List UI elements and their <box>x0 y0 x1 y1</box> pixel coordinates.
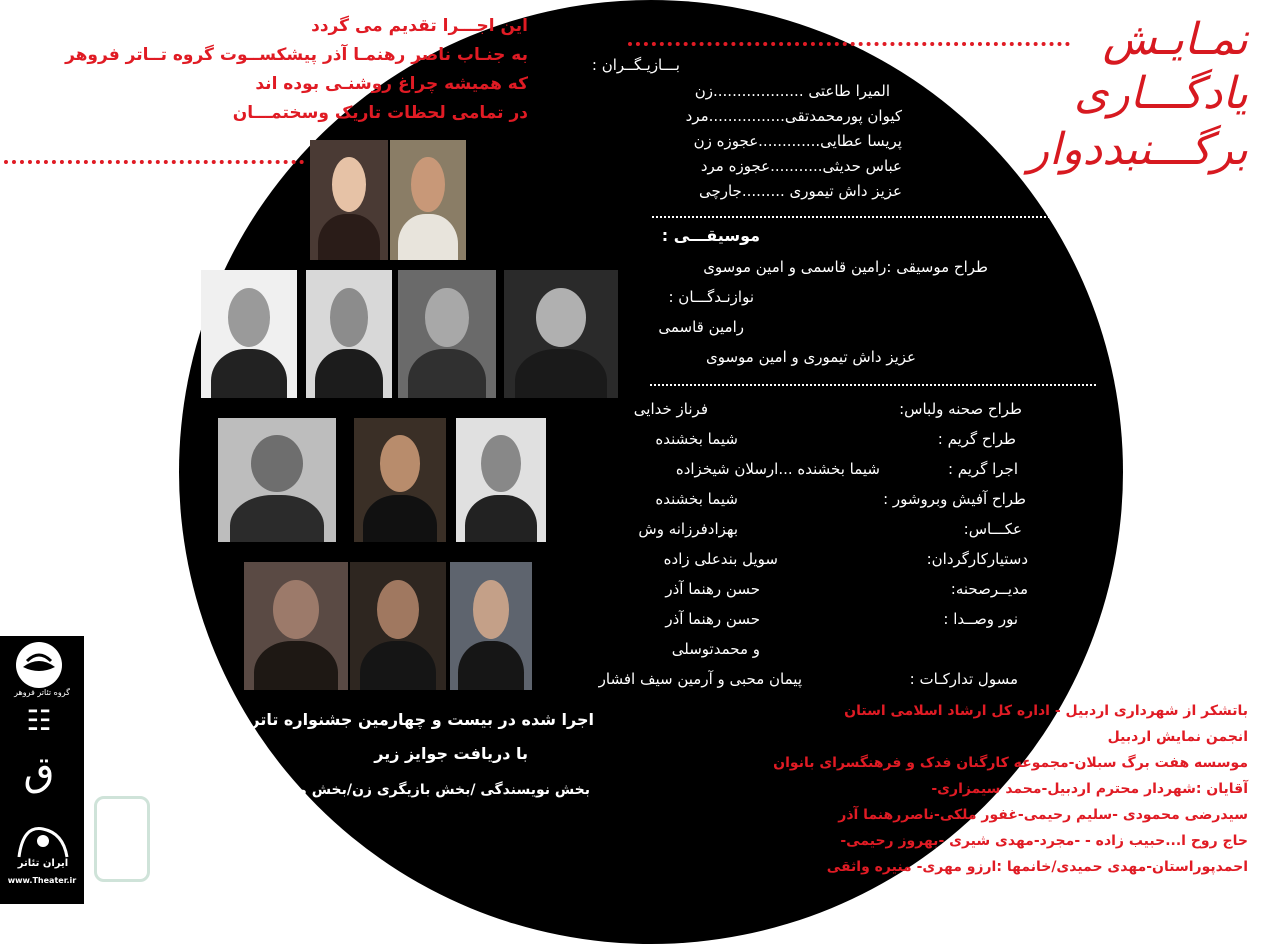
dedication-block <box>8 12 528 128</box>
site-name: ایران تئاتر <box>17 858 69 869</box>
cast-heading: بـــازیـگــران : <box>591 56 680 74</box>
music-item: طراح موسیقی :رامین قاسمی و امین موسوی <box>703 258 988 276</box>
crew-role: طراح صحنه ولباس: <box>899 400 1022 418</box>
dedication-line: به جنـاب ناصر رهنمـا آذر پیشکســوت گروه تــاتر فروهر <box>65 45 528 65</box>
red-dotted-rule-right <box>628 42 1070 46</box>
crew-name: پیمان محبی و آرمین سیف افشار <box>598 670 802 688</box>
actress-photo <box>244 562 348 690</box>
crew-name: بهزادفرزانه وش <box>638 520 738 538</box>
group-name: گروه تئاتر فروهر <box>14 688 70 697</box>
dedication-line: این اجـــرا تقدیم می گردد <box>311 16 528 36</box>
cast-item: پریسا عطایی.............عجوزه زن <box>693 132 902 150</box>
actor-photo <box>398 270 496 398</box>
thanks-line: انجمن نمایش اردبیل <box>1107 729 1248 745</box>
festival-subline: با دریافت جوایز زیر <box>374 744 528 763</box>
thanks-block <box>728 698 1248 880</box>
awards-line: بخش نویسندگی /بخش بازیگری زن/بخش موسیقی/بخش کارگردانی <box>130 782 590 798</box>
actor-photo <box>456 418 546 542</box>
crew-role: نور وصــدا : <box>943 610 1018 628</box>
actor-photo <box>390 140 466 260</box>
thanks-line: حاج روح ا...حبیب زاده - -مجرد-مهدی شیری -بهروز رحیمی- <box>840 833 1248 849</box>
crew-role: دستیارکارگردان: <box>926 550 1028 568</box>
music-item: نوازنـدگـــان : <box>668 288 754 306</box>
actor-photo <box>350 562 446 690</box>
thanks-line: احمدپوراستان-مهدی حمیدی/خانمها :ارزو مهری- منیره واثقی <box>826 859 1248 875</box>
crew-name: شیما بخشنده <box>655 490 738 508</box>
cast-item: عباس حدیثی...........عجوزه مرد <box>700 157 902 175</box>
cast-item: کیوان پورمحمدتقی................مرد <box>685 107 902 125</box>
crew-role: عکـــاس: <box>963 520 1022 538</box>
festival-line: اجرا شده در بیست و چهارمین جشنواره تاتر استان اردبیل <box>142 710 594 729</box>
thanks-line: سیدرضی محمودی -سلیم رحیمی-غفور ملکی-ناصررهنما آذر <box>838 807 1248 823</box>
actress-photo <box>310 140 388 260</box>
play-title-line: یادگـــاری <box>1074 68 1248 119</box>
calligraphy-logo-icon: ق <box>23 749 55 795</box>
music-heading: موسیقـــی : <box>661 226 760 245</box>
cast-item: عزیز داش تیموری .........جارچی <box>698 182 902 200</box>
group-logo-icon <box>16 642 62 688</box>
actress-photo <box>504 270 618 398</box>
crew-role: مدیــرصحنه: <box>950 580 1028 598</box>
cast-item: المیرا طاعتی ...................زن <box>694 82 890 100</box>
site-url[interactable]: www.Theater.ir <box>7 876 77 885</box>
logo-strip <box>0 636 84 904</box>
crew-name: حسن رهنما آذر <box>665 580 760 598</box>
music-item: رامین قاسمی <box>658 318 744 336</box>
dedication-line: که همیشه چراغ روشنـی بوده اند <box>255 74 528 94</box>
festival-logo-icon: ☷ <box>26 703 52 737</box>
watermark-logo-icon <box>94 796 150 882</box>
thanks-line: باتشکر از شهرداری اردبیل - اداره کل ارشاد اسلامی استان <box>844 703 1248 719</box>
actress-photo <box>201 270 297 398</box>
white-dotted-rule <box>650 384 1096 386</box>
actor-photo <box>306 270 392 398</box>
crew-role: طراح آفیش وبروشور : <box>883 490 1026 508</box>
thanks-line: موسسه هفت برگ سبلان-مجموعه کارگنان فدک و فرهنگسرای بانوان <box>773 755 1248 771</box>
crew-name: و محمدتوسلی <box>671 640 760 658</box>
play-title-line: نمـایـش <box>1102 14 1248 65</box>
play-title-line: برگـــنبددوار <box>1027 124 1248 175</box>
crew-name: شیما بخشنده ...ارسلان شیخزاده <box>675 460 880 478</box>
music-item: عزیز داش تیموری و امین موسوی <box>705 348 916 366</box>
actor-photo <box>354 418 446 542</box>
actress-photo <box>450 562 532 690</box>
crew-role: اجرا گریم : <box>947 460 1018 478</box>
crew-name: سویل بندعلی زاده <box>663 550 778 568</box>
red-dotted-rule-left <box>4 160 304 164</box>
crew-role: مسول تدارکـات : <box>909 670 1018 688</box>
crew-name: حسن رهنما آذر <box>665 610 760 628</box>
white-dotted-rule <box>652 216 1058 218</box>
actor-photo <box>218 418 336 542</box>
crew-role: طراح گریم : <box>937 430 1016 448</box>
thanks-line: آقایان :شهردار محترم اردبیل-محمد سیمزاری- <box>931 781 1248 797</box>
dedication-line: در تمامی لحظات تاریک وسختمـــان <box>232 103 528 123</box>
crew-name: شیما بخشنده <box>655 430 738 448</box>
crew-name: فرناز خدایی <box>633 400 708 418</box>
